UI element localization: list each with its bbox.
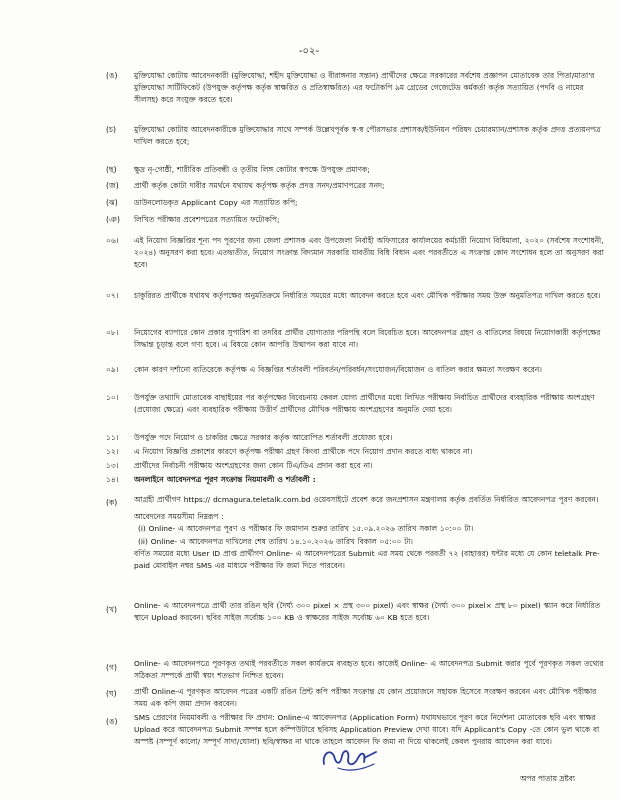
clause-marker: ১২। — [106, 447, 119, 456]
clause-text: উপর্যুক্ত পদে নিয়োগ ও চাকরির ক্ষেত্রে সরকার কর্তৃক আরোপিত শর্তাবলী প্রযোজ্য হবে। — [134, 433, 393, 442]
clause-marker: ০৯। — [106, 365, 119, 374]
clause-ka-period-title: আবেদনের সময়সীমা নিম্নরূপ : — [134, 512, 224, 522]
clause-marker: (ঙ) — [106, 71, 118, 80]
clause-text: মুক্তিযোদ্ধা কোটায় আবেদনকারী (মুক্তিযোদ্ধা, শহীদ মুক্তিযোদ্ধা ও বীরাঙ্গনার সন্তান) প্রার্থীদের ক্ষেত্রে সরকারের সর্বশেষ প্রজ্ঞাপন মোতাবেক তার পিতা/মাতা'র মুক্তিযোদ্ধা সার্টিফিকেট (উপযুক্ত কর্তৃপক্ষ কর্তৃক স্বাক্ষরিত ও প্রতিস্বাক্ষরিত) এর ফটোকপি ৯ম গ্রেডের গেজেটেড কর্মকর্তা কর্তৃক সত্যায়িত (পদবি ও নামের সীলসহ) করে সংযুক্ত করতে হবে। — [134, 71, 595, 105]
clause-marker: ১১। — [106, 433, 119, 442]
clause-marker-ka: (ক) — [106, 498, 118, 507]
clause-marker: (ঞ) — [106, 215, 120, 224]
clause-marker: ১০। — [106, 393, 119, 402]
clause-marker: (ঝ) — [106, 198, 118, 207]
clause-marker: (চ) — [106, 125, 117, 134]
signature-image — [318, 738, 384, 778]
clause-text: মুক্তিযোদ্ধা কোটায় আবেদনকারীকে মুক্তিযোদ্ধার সাথে সম্পর্ক উল্লেখপূর্বক স্ব-স্ব পৌরসভার প্রশাসক/ইউনিয়ন পরিষদ চেয়ারম্যান/প্রশাসক কর্তৃক প্রদত্ত প্রত্যয়নপত্র দাখিল করতে হবে; — [134, 125, 601, 147]
clause-marker: (জ) — [106, 181, 119, 190]
clause-uma: SMS প্রেরণের নিয়মাবলী ও পরীক্ষার ফি প্রদান: Online-এ আবেদনপত্র (Application Form) যথাযথভাবে পূরণ করে নির্দেশনা মোতাবেক ছবি এবং স্বাক্ষর Upload করে আবেদনপত্র Submit সম্পন্ন হলে কম্পিউটারে ছবিসহ Application Preview দেখা যাবে। যদি Applicant's Copy -তে কোন ভুল থাকে বা অস্পষ্ট (সম্পূর্ণ কালো/ সম্পূর্ণ সাদা/ঘোলা) ছবি/স্বাক্ষর না থাকে তাহলে আবেদন ফি জমা না দিয়ে থাকলেই কেবল পুনরায় আবেদন করা যাবে। — [134, 713, 600, 747]
clause-text: লিখিত পরীক্ষার প্রবেশপত্রের সত্যায়িত ফটোকপি; — [134, 215, 280, 224]
clause-marker-kha: (খ) — [106, 605, 117, 614]
clause-ka-start-date: (i) Online- এ আবেদনপত্র পূরণ ও পরীক্ষার ফি জমাদান শুরুর তারিখ ১৫.০৯.২০২৬ তারিখ সকাল ১০:০০ টা। — [138, 524, 474, 534]
clause-text: উপর্যুক্ত তথ্যাদি মোতাবেক বাছাইয়ের পর কর্তৃপক্ষের বিবেচনায় কেবল যোগ্য প্রার্থীদের মধ্যে লিখিত পরীক্ষায় নির্বাচিত প্রার্থীদের ব্যবহারিক পরীক্ষায় অংশগ্রহণ (প্রযোজ্য ক্ষেত্রে) এবং ব্যবহারিক পরীক্ষায় উত্তীর্ণ প্রার্থীদের মৌখিক পরীক্ষায় অংশগ্রহণের অনুমতি দেয়া হবে। — [134, 393, 595, 415]
clause-text: এই নিয়োগ বিজ্ঞপ্তির শূন্য পদ পূরণের জন্য জেলা প্রশাসক এবং উপজেলা নির্বাহী অফিসারের কার্যালয়ের কর্মচারী নিয়োগ বিধিমালা, ২০২০ (সর্বশেষ সংশোধনী, ২০২৪) অনুসরণ করা হবে। এতদ্ব্যতীত, নিয়োগ সংক্রান্ত বিদ্যমান সরকারি যাবতীয় বিধি বিধান এবং পরবর্তীতে এ সংক্রান্ত কোন সংশোধন হলে তা অনুসরণ করা হবে। — [134, 236, 604, 270]
clause-text: ক্ষুদ্র নৃ-গোষ্ঠী, শারীরিক প্রতিবন্ধী ও তৃতীয় লিঙ্গ কোটার স্বপক্ষে উপযুক্ত প্রমাণক; — [134, 165, 370, 174]
clause-text: কোন কারণ দর্শানো ব্যতিরেকে কর্তৃপক্ষ এ বিজ্ঞপ্তির শর্তাবলী পরিবর্তন/পরিবর্ধন/সংযোজন/বিয়োজন ও বাতিল করার ক্ষমতা সংরক্ষণ করেন। — [134, 365, 542, 374]
clause-text: এ নিয়োগ বিজ্ঞপ্তি প্রকাশের কারণে কর্তৃপক্ষ পরীক্ষা গ্রহণ কিংবা প্রার্থীকে পদে নিয়োগ প্রদান করতে বাধ্য থাকবে না। — [134, 447, 473, 456]
continued-on-next-page: অপর পাতায় দ্রষ্টব্য — [520, 774, 575, 783]
clause-marker: ০৬। — [106, 236, 119, 245]
clause-marker: ১৪। — [106, 475, 119, 484]
clause-text: ডাউনলোডকৃত Applicant Copy এর সত্যায়িত কপি; — [134, 198, 298, 207]
clause-text: অনলাইনে আবেদনপত্র পূরণ সংক্রান্ত নিয়মাবলী ও শর্তাবলী : — [134, 475, 316, 484]
clause-text: প্রার্থী কর্তৃক কোটা দাবীর সমর্থনে যথাযথ কর্তৃপক্ষ কর্তৃক প্রদত্ত সনদ/প্রমাণপত্রের সনদ; — [134, 181, 385, 190]
clause-text: চাকুরিরত প্রার্থীকে যথাযথ কর্তৃপক্ষের অনুমতিক্রমে নির্ধারিত সময়ের মধ্যে আবেদন করতে হবে এবং মৌখিক পরীক্ষার সময় উক্ত অনুমতিপত্র দাখিল করতে হবে। — [134, 291, 601, 300]
clause-text: নিয়োগের ব্যাপারে কোন প্রকার সুপারিশ বা তদবির প্রার্থীর যোগ্যতার পরিপন্থি বলে বিবেচিত হবে। আবেদনপত্র গ্রহণ ও বাতিলের বিষয়ে নিয়োগকারী কর্তৃপক্ষের সিদ্ধান্ত চূড়ান্ত বলে গণ্য হবে। এ বিষয়ে কোন আপত্তি উত্থাপন করা যাবে না। — [134, 328, 601, 350]
clause-marker: ১৩। — [106, 461, 119, 470]
clause-ga: Online- এ আবেদনপত্রে পূরণকৃত তথ্যই পরবর্তীতে সকল কার্যক্রমে ব্যবহৃত হবে। কাজেই Online- এ আবেদনপত্র Submit করার পূর্বে পূরণকৃত সকল তথ্যের সঠিকতা সম্পর্কে প্রার্থী স্বয়ং শতভাগ নিশ্চিত হবেন। — [134, 659, 604, 681]
clause-marker-uma: (ঙ) — [106, 717, 118, 726]
clause-kha: Online- এ আবেদনপত্রে প্রার্থী তার রঙিন ছবি (দৈর্ঘ্য ৩০০ pixel × প্রস্থ ৩০০ pixel) এবং স্বাক্ষর (দৈর্ঘ্য ৩০০ pixel× প্রস্থ ৮০ pixel) স্ক্যান করে নির্ধারিত স্থানে Upload করবেন। ছবির সাইজ সর্বোচ্চ ১০০ KB ও স্বাক্ষরের সাইজ সর্বোচ্চ ৬০ KB হতে হবে। — [134, 601, 601, 623]
clause-marker-gha: (ঘ) — [106, 689, 117, 698]
clause-marker-ga: (গ) — [106, 663, 117, 672]
clause-marker: ০৮। — [106, 328, 119, 337]
page-number: -০২- — [298, 46, 320, 57]
clause-ka-fee-note: বর্ণিত সময়ের মধ্যে User ID প্রাপ্ত প্রার্থীগণ Online- এ আবেদনপত্রের Submit এর সময় থেকে পরবর্তী ৭২ (বাহাত্তর) ঘন্টার মধ্যে যে কোন teletalk Pre-paid মোবাইল নম্বর SMS এর মাধ্যমে পরীক্ষার ফি জমা দিতে পারবেন। — [134, 548, 600, 571]
clause-marker: (ছ) — [106, 165, 117, 174]
clause-ka — [134, 494, 604, 572]
clause-ka-end-date: (ii) Online- এ আবেদনপত্র দাখিলের শেষ তারিখ ১৪.১০.২০২৬ তারিখ বিকাল ০৫:০০ টা। — [138, 536, 413, 546]
clause-ka-intro: আগ্রহী প্রার্থীগণ https:// dcmagura.teletalk.com.bd ওয়েবসাইটে প্রবেশ করে জনপ্রশাসন মন্ত্রণালয় কর্তৃক প্রবর্তিত নির্ধারিত আবেদনপত্র পূরণ করবেন। — [134, 495, 599, 504]
clause-marker: ০৭। — [106, 291, 119, 300]
clause-text: প্রার্থীদের নির্বাচনী পরীক্ষায় অংশগ্রহণের জন্য কোন টিএ/ডিএ প্রদান করা হবে না। — [134, 461, 373, 470]
clause-gha: প্রার্থী Online-এ পূরণকৃত আবেদন পত্রের একটি রঙিন প্রিন্ট কপি পরীক্ষা সংক্রান্ত যে কোন প্রয়োজনে সহায়ক হিসেবে সংরক্ষণ করবেন এবং মৌখিক পরীক্ষার সময় এক কপি জমা প্রদান করবেন। — [134, 687, 597, 709]
